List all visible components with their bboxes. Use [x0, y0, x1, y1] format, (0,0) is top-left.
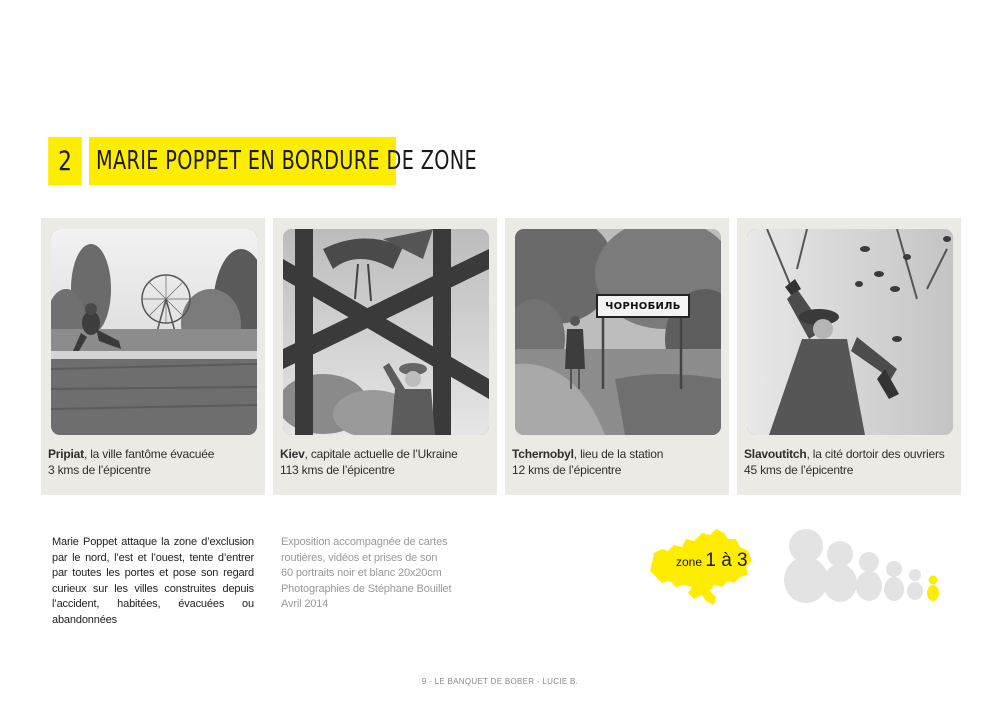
caption-place: Kiev: [280, 447, 305, 461]
caption-kiev: [280, 447, 495, 478]
zone-range: 1 à 3: [705, 550, 748, 571]
caption-pripiat: [48, 447, 263, 478]
exhibition-line: Avril 2014: [281, 598, 329, 611]
intro-paragraph: Marie Poppet attaque la zone d’exclusion par le nord, l’est et l’ouest, tente d’entrer par toutes les portes et pose son regard curieux sur les villes construites depuis l’accident, habitées, évacuées ou abandonnées: [52, 536, 254, 626]
exhibition-line: Photographies de Stéphane Bouillet: [281, 582, 452, 595]
caption-distance: 113 kms de l’épicentre: [280, 462, 395, 477]
caption-description: , lieu de la station: [573, 447, 664, 461]
section-number: 2: [48, 137, 82, 185]
caption-place: Slavoutitch: [744, 447, 807, 461]
road-sign-text: ЧОРНОБИЛЬ: [605, 300, 681, 312]
exhibition-line: 60 portraits noir et blanc 20x20cm: [281, 567, 442, 580]
photo-pripiat: [51, 229, 257, 435]
caption-description: , la cité dortoir des ouvriers: [806, 447, 945, 461]
photo-card-tchernobyl: [505, 218, 729, 495]
section-title: MARIE POPPET EN BORDURE DE ZONE: [96, 146, 478, 176]
caption-place: Pripiat: [48, 447, 84, 461]
caption-distance: 45 kms de l’épicentre: [744, 462, 854, 477]
photo-kiev: [283, 229, 489, 435]
intro-text: [52, 535, 254, 629]
caption-description: , capitale actuelle de l’Ukraine: [304, 447, 458, 461]
caption-place: Tchernobyl: [512, 447, 574, 461]
photo-tchernobyl: [515, 229, 721, 435]
zone-prefix: zone: [676, 555, 706, 569]
nesting-dolls-icon: [784, 528, 944, 603]
caption-distance: 3 kms de l’épicentre: [48, 462, 151, 477]
photo-card-pripiat: [41, 218, 265, 495]
zone-label: [676, 550, 748, 572]
exhibition-info: [281, 535, 491, 613]
page-footer: 9 - LE BANQUET DE BOBER - LUCIE B.: [421, 677, 579, 686]
photo-card-kiev: [273, 218, 497, 495]
photo-slavoutitch: [747, 229, 953, 435]
exhibition-line: Exposition accompagnée de cartes routières, vidéos et prises de son: [281, 536, 448, 564]
caption-description: , la ville fantôme évacuée: [83, 447, 215, 461]
caption-tchernobyl: [512, 447, 727, 478]
photo-card-slavoutitch: [737, 218, 961, 495]
caption-slavoutitch: [744, 447, 959, 478]
caption-distance: 12 kms de l’épicentre: [512, 462, 622, 477]
